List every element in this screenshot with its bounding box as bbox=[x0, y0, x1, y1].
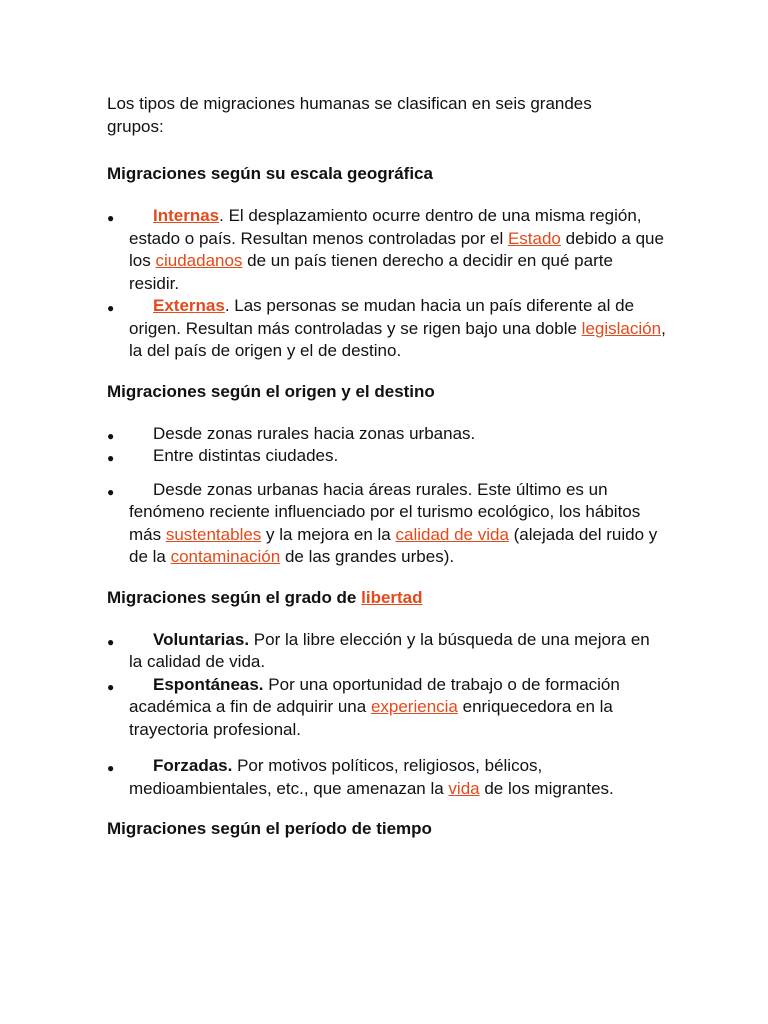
list-item-text: de los migrantes. bbox=[479, 778, 614, 798]
bullet-icon: ● bbox=[107, 301, 115, 315]
link-contaminacion[interactable]: contaminación bbox=[170, 547, 281, 566]
link-internas[interactable]: Internas bbox=[153, 206, 220, 225]
link-sustentables[interactable]: sustentables bbox=[165, 524, 262, 544]
link-vida[interactable]: vida bbox=[448, 778, 480, 798]
list-item-text: Por motivos políticos, religiosos, bélicos, medioambientales, etc., que amenazan la bbox=[129, 756, 543, 798]
document-page bbox=[107, 92, 667, 840]
list-item-internas bbox=[107, 205, 667, 295]
list-item-text: , la del país de origen y el de destino. bbox=[129, 318, 666, 360]
list-item-text: Por una oportunidad de trabajo o de formación académica a fin de adquirir una bbox=[129, 674, 620, 716]
list-item-espontaneas bbox=[107, 674, 667, 742]
section-heading-periodo-tiempo: Migraciones según el período de tiempo bbox=[107, 819, 432, 838]
list-item-urbana-rural bbox=[107, 479, 667, 569]
link-libertad[interactable]: libertad bbox=[361, 587, 423, 607]
list-item-entre-ciudades bbox=[107, 445, 667, 468]
section-heading-grado-libertad bbox=[107, 586, 667, 609]
section-heading-escala-geografica: Migraciones según su escala geográfica bbox=[107, 164, 433, 183]
list-item-text: de las grandes urbes). bbox=[280, 547, 455, 566]
term-espontaneas: Espontáneas. bbox=[153, 674, 264, 694]
list-item-text: Entre distintas ciudades. bbox=[153, 446, 339, 465]
bullet-icon: ● bbox=[107, 761, 115, 775]
list-escala-geografica bbox=[107, 205, 667, 363]
bullet-icon: ● bbox=[107, 634, 115, 649]
bullet-icon: ● bbox=[107, 484, 115, 499]
link-experiencia[interactable]: experiencia bbox=[370, 697, 458, 716]
list-item-voluntarias bbox=[107, 629, 667, 674]
intro-paragraph: Los tipos de migraciones humanas se clasifican en seis grandes grupos: bbox=[107, 94, 592, 136]
bullet-icon: ● bbox=[107, 451, 115, 465]
list-item-text: y la mejora en la bbox=[261, 524, 396, 544]
list-item-forzadas bbox=[107, 755, 667, 800]
heading-text: Migraciones según el grado de bbox=[107, 587, 362, 607]
link-legislacion[interactable]: legislación bbox=[581, 318, 662, 338]
bullet-icon: ● bbox=[107, 428, 115, 443]
link-externas[interactable]: Externas bbox=[153, 296, 225, 315]
link-ciudadanos[interactable]: ciudadanos bbox=[155, 251, 243, 270]
term-forzadas: Forzadas. bbox=[153, 756, 233, 775]
list-item-text: . El desplazamiento ocurre dentro de una misma región, estado o país. Resultan menos controladas por el bbox=[129, 206, 642, 248]
list-item-text: debido a que los bbox=[129, 228, 664, 270]
list-item-rural-urbana bbox=[107, 423, 667, 446]
term-voluntarias: Voluntarias. bbox=[153, 629, 250, 649]
list-item-text: . Las personas se mudan hacia un país diferente al de origen. Resultan más controladas y se rigen bajo una doble bbox=[129, 296, 635, 338]
list-grado-libertad bbox=[107, 629, 667, 801]
link-estado[interactable]: Estado bbox=[507, 228, 561, 248]
list-item-text: Desde zonas urbanas hacia áreas rurales. Este último es un fenómeno reciente influenciado por el turismo ecológico, los hábitos más bbox=[129, 479, 641, 544]
list-origen-destino bbox=[107, 423, 667, 569]
list-item-text: de un país tienen derecho a decidir en qué parte residir. bbox=[129, 251, 613, 293]
bullet-icon: ● bbox=[107, 679, 115, 694]
link-calidad-de-vida[interactable]: calidad de vida bbox=[395, 524, 509, 544]
list-item-externas bbox=[107, 295, 667, 363]
list-item-text: Desde zonas rurales hacia zonas urbanas. bbox=[153, 423, 476, 443]
list-item-text: (alejada del ruido y de la bbox=[129, 524, 658, 566]
list-item-text: enriquecedora en la trayectoria profesional. bbox=[129, 697, 613, 739]
bullet-icon: ● bbox=[107, 211, 115, 225]
section-heading-origen-destino: Migraciones según el origen y el destino bbox=[107, 381, 435, 401]
list-item-text: Por la libre elección y la búsqueda de una mejora en la calidad de vida. bbox=[129, 629, 650, 671]
